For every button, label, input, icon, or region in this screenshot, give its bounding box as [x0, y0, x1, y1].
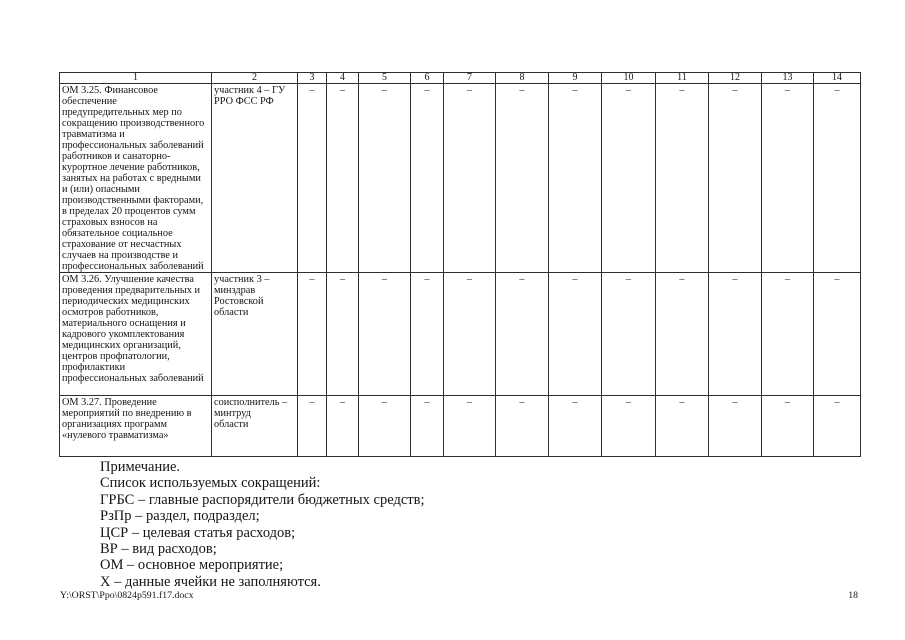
measure-text-line: страховых взносов на — [62, 217, 158, 228]
participant-cell — [212, 396, 298, 457]
participant-cell — [212, 273, 298, 396]
file-path: Y:\ORST\Ppo\0824p591.f17.docx — [60, 590, 194, 601]
participant-text-line: минздрав — [214, 285, 256, 296]
table-row — [60, 273, 861, 396]
participant-text-line: РРО ФСС РФ — [214, 96, 274, 107]
value-cell-col-11: – — [656, 84, 709, 273]
column-number-6: 6 — [411, 73, 444, 84]
measure-cell — [60, 273, 212, 396]
note-title: Примечание. — [100, 459, 181, 475]
column-number-2: 2 — [212, 73, 298, 84]
measure-text-line: ОМ 3.27. Проведение — [62, 397, 157, 408]
measure-text-line: травматизма и — [62, 129, 125, 140]
measure-text-line: курортное лечение работников, — [62, 162, 200, 173]
column-number-10: 10 — [602, 73, 656, 84]
value-cell-col-8: – — [496, 273, 549, 396]
measure-text-line: профилактики — [62, 362, 126, 373]
value-cell-col-12: – — [709, 396, 762, 457]
value-cell-col-4: – — [327, 84, 359, 273]
value-cell-col-3: – — [298, 84, 327, 273]
measure-text-line: «нулевого травматизма» — [62, 430, 169, 441]
abbreviation-line: ЦСР – целевая статья расходов; — [100, 524, 296, 541]
value-cell-col-12: – — [709, 84, 762, 273]
note-section — [100, 459, 425, 590]
measure-cell — [60, 396, 212, 457]
abbreviation-line: ГРБС – главные распорядители бюджетных средств; — [100, 491, 425, 508]
column-number-3: 3 — [298, 73, 327, 84]
measure-text-line: медицинских организаций, — [62, 340, 181, 351]
measures-table — [59, 72, 861, 457]
measure-text-line: профессиональных заболеваний — [62, 373, 204, 384]
participant-text-line: области — [214, 419, 249, 430]
value-cell-col-7: – — [444, 84, 496, 273]
value-cell-col-8: – — [496, 84, 549, 273]
column-number-8: 8 — [496, 73, 549, 84]
page-number: 18 — [848, 590, 858, 601]
participant-text-line: соисполнитель – — [214, 397, 288, 408]
measure-text-line: сокращению производственного — [62, 118, 205, 129]
value-cell-col-5: – — [359, 84, 411, 273]
measure-text-line: производственными факторами, — [62, 195, 204, 206]
value-cell-col-11: – — [656, 273, 709, 396]
column-number-13: 13 — [762, 73, 814, 84]
table-row — [60, 396, 861, 457]
measure-text-line: осмотров работников, — [62, 307, 159, 318]
value-cell-col-10: – — [602, 84, 656, 273]
column-number-14: 14 — [814, 73, 861, 84]
value-cell-col-5: – — [359, 396, 411, 457]
measure-text-line: мероприятий по внедрению в — [62, 408, 192, 419]
abbreviations-heading: Список используемых сокращений: — [100, 475, 321, 492]
abbreviation-line: ОМ – основное мероприятие; — [100, 557, 284, 574]
value-cell-col-13: – — [762, 396, 814, 457]
participant-cell — [212, 84, 298, 273]
value-cell-col-11: – — [656, 396, 709, 457]
participant-text-line: участник 4 – ГУ — [214, 85, 286, 96]
value-cell-col-3: – — [298, 273, 327, 396]
value-cell-col-9: – — [549, 396, 602, 457]
column-number-5: 5 — [359, 73, 411, 84]
value-cell-col-7: – — [444, 273, 496, 396]
value-cell-col-13: – — [762, 273, 814, 396]
value-cell-col-3: – — [298, 396, 327, 457]
measure-text-line: случаев на производстве и — [62, 250, 179, 261]
column-number-11: 11 — [656, 73, 709, 84]
measure-text-line: профессиональных заболеваний — [62, 140, 204, 151]
participant-text-line: области — [214, 307, 249, 318]
measure-text-line: в пределах 20 процентов сумм — [62, 206, 196, 217]
abbreviation-line: РзПр – раздел, подраздел; — [100, 508, 260, 525]
measure-text-line: занятых на работах с вредными — [62, 173, 201, 184]
participant-text-line: участник 3 – — [214, 274, 270, 285]
measure-text-line: и (или) опасными — [62, 184, 140, 195]
value-cell-col-8: – — [496, 396, 549, 457]
value-cell-col-9: – — [549, 273, 602, 396]
measure-text-line: материального оснащения и — [62, 318, 186, 329]
value-cell-col-9: – — [549, 84, 602, 273]
measure-text-line: кадрового укомплектования — [62, 329, 185, 340]
measure-text-line: ОМ 3.26. Улучшение качества — [62, 274, 194, 285]
measure-text-line: обязательное социальное — [62, 228, 173, 239]
table-row — [60, 84, 861, 273]
column-number-9: 9 — [549, 73, 602, 84]
column-numbers-row — [60, 73, 861, 84]
column-number-7: 7 — [444, 73, 496, 84]
abbreviation-line: ВР – вид расходов; — [100, 541, 217, 558]
value-cell-col-6: – — [411, 84, 444, 273]
measure-text-line: периодических медицинских — [62, 296, 190, 307]
value-cell-col-14: – — [814, 273, 861, 396]
participant-text-line: Ростовской — [214, 296, 264, 307]
value-cell-col-6: – — [411, 273, 444, 396]
column-number-4: 4 — [327, 73, 359, 84]
measure-text-line: ОМ 3.25. Финансовое — [62, 85, 158, 96]
value-cell-col-10: – — [602, 273, 656, 396]
measure-text-line: профессиональных заболеваний — [62, 261, 204, 272]
value-cell-col-12: – — [709, 273, 762, 396]
measure-text-line: проведения предварительных и — [62, 285, 201, 296]
abbreviations-list — [100, 492, 425, 590]
measure-text-line: работников и санаторно- — [62, 151, 171, 162]
value-cell-col-5: – — [359, 273, 411, 396]
column-number-1: 1 — [60, 73, 212, 84]
value-cell-col-14: – — [814, 396, 861, 457]
measure-cell — [60, 84, 212, 273]
value-cell-col-10: – — [602, 396, 656, 457]
measure-text-line: организациях программ — [62, 419, 168, 430]
measure-text-line: предупредительных мер по — [62, 107, 182, 118]
measure-text-line: обеспечение — [62, 96, 117, 107]
value-cell-col-4: – — [327, 273, 359, 396]
column-number-12: 12 — [709, 73, 762, 84]
value-cell-col-14: – — [814, 84, 861, 273]
abbreviation-line: Х – данные ячейки не заполняются. — [100, 573, 321, 590]
value-cell-col-4: – — [327, 396, 359, 457]
value-cell-col-7: – — [444, 396, 496, 457]
measure-text-line: страхование от несчастных — [62, 239, 182, 250]
table-header — [60, 73, 861, 84]
value-cell-col-13: – — [762, 84, 814, 273]
participant-text-line: минтруд — [214, 408, 251, 419]
value-cell-col-6: – — [411, 396, 444, 457]
table-body — [60, 84, 861, 457]
measure-text-line: центров профпатологии, — [62, 351, 170, 362]
